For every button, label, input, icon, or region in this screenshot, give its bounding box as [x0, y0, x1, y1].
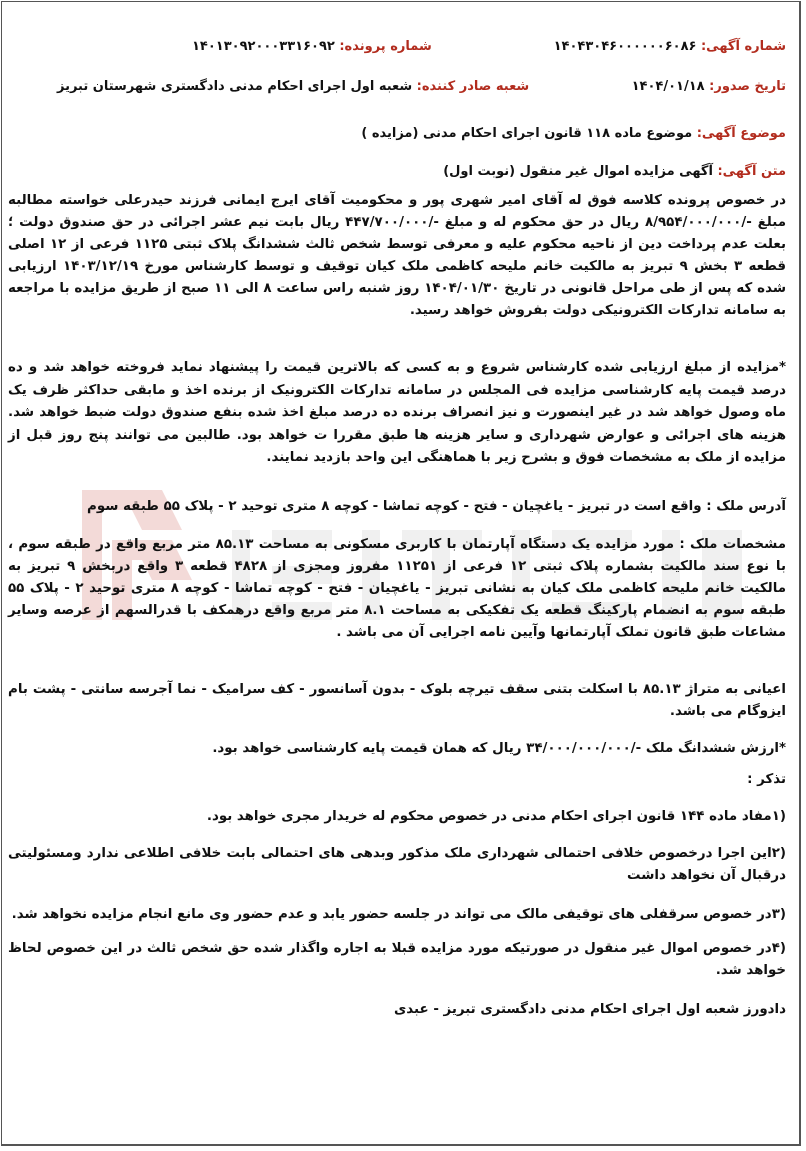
case-number: [192, 38, 432, 56]
subject-value: موضوع ماده ۱۱۸ قانون اجرای احکام مدنی (مزایده ): [361, 126, 693, 141]
issuing-branch-label: شعبه صادر کننده:: [416, 79, 530, 94]
property-specs-paragraph: مشخصات ملک : مورد مزایده یک دستگاه آپارتمان با کاربری مسکونی به مساحت ۸۵.۱۳ متر مربع واقع در طبقه سوم ، با نوع سند مالکیت بشماره پلاک ثبتی ۱۲ فرعی از ۱۱۲۵۱ مفروز ومجزی از ۴۸۲۸ قطعه ۳ واقع دربخش ۹ تبریز به مالکیت خانم ملیحه کاظمی ملک کیان به نشانی تبریز - یاغچیان - فتح - کوچه تماشا - کوچه ۸ متری توحید ۲ - پلاک ۵۵ طبقه سوم به انضمام پارکینگ قطعه یک تفکیکی به مساحت ۸.۱ متر مربع واقع درهمکف با قدرالسهم از عرصه وسایر مشاعات طبق قانون تملک آپارتمانها وآیین نامه اجرایی آن می باشد .: [8, 537, 787, 640]
case-number-value: ۱۴۰۱۳۰۹۲۰۰۰۳۳۱۶۰۹۲: [192, 39, 335, 54]
notice-subject: [361, 125, 786, 143]
notice-number: [554, 38, 786, 56]
auction-terms-paragraph: *مزایده از مبلغ ارزیابی شده کارشناس شروع و به کسی که بالاترین قیمت را پیشنهاد نماید فروخته خواهد شد و ده درصد قیمت پایه کارشناسی مزایده فی المجلس در سامانه تدارکات الکترونیک از برنده اخذ و مابقی حداکثر ظرف یک ماه وصول خواهد شد در غیر اینصورت و نیز انصراف برنده ده درصد مبلغ اخذ شده بنفع صندوق دولت ضبط خواهد شد. هزینه های اجرائی و عوارض شهرداری و سایر هزینه ها طبق مقررا ت خواهد بود. طالبین می توانند پنج روز قبل از مزایده از ملک به مشخصات فوق و بشرح زیر با هماهنگی این واحد بازدید نمایند.: [8, 360, 786, 465]
note-item: (۲این اجرا درخصوص خلافی احتمالی شهرداری ملک مذکور وبدهی های احتمالی بابت خلافی اطلاعی ندارد ومسئولیتی درقبال آن نخواهد داشت: [8, 846, 786, 883]
issue-date: [632, 78, 786, 96]
property-value: *ارزش ششدانگ ملک -/۳۴/۰۰۰/۰۰۰/۰۰۰ ریال که همان قیمت پایه کارشناسی خواهد بود.: [212, 741, 786, 756]
issuing-branch: [57, 78, 529, 96]
note-item: (۱مفاد ماده ۱۴۴ قانون اجرای احکام مدنی در خصوص محکوم له خریدار مجری خواهد بود.: [206, 809, 786, 824]
case-number-label: شماره پرونده:: [339, 39, 432, 54]
intro-paragraph: در خصوص پرونده کلاسه فوق له آقای امیر شهری پور و محکومیت آقای ایرج ایمانی فرزند حیدرعلی خواسته مطالبه مبلغ -/۸/۹۵۴/۰۰۰/۰۰۰ ریال در حق محکوم له و مبلغ -/۴۴۷/۷۰۰/۰۰۰ ریال بابت نیم عشر اجرائی در حق صندوق دولت ؛ بعلت عدم پرداخت دین از ناحیه محکوم علیه و معرفی توسط شخص ثالث ششدانگ پلاک ثبتی ۱۱۲۵ فرعی از ۱۲ اصلی قطعه ۳ بخش ۹ تبریز به مالکیت خانم ملیحه کاظمی ملک کیان توقیف و توسط کارشناس مورخ ۱۴۰۳/۱۲/۱۹ ارزیابی شده که پس از طی مراحل قانونی در تاریخ ۱۴۰۴/۰۱/۳۰ روز شنبه راس ساعت ۸ الی ۱۱ صبح از طریق مزایده با مراجعه به سامانه تدارکات الکترونیکی دولت بفروش خواهد رسید.: [8, 193, 787, 318]
property-address: آدرس ملک : واقع است در تبریز - یاغچیان - فتح - کوچه تماشا - کوچه ۸ متری توحید ۲ - پلاک ۵۵ طبقه سوم: [87, 499, 786, 514]
issuing-branch-value: شعبه اول اجرای احکام مدنی دادگستری شهرستان تبریز: [57, 79, 413, 94]
note-item: (۳در خصوص سرقفلی های توقیفی مالک می تواند در جلسه حضور یابد و عدم حضور وی مانع انجام مزایده نخواهد شد.: [11, 907, 786, 922]
signature: دادورز شعبه اول اجرای احکام مدنی دادگستری تبریز - عبدی: [394, 1002, 786, 1017]
building-details-paragraph: اعیانی به متراژ ۸۵.۱۳ با اسکلت بتنی سقف تیرچه بلوک - بدون آسانسور - کف سرامیک - نما آجرسه سانتی - پشت بام ایزوگام می باشد.: [8, 682, 787, 719]
note-item: (۴در خصوص اموال غیر منقول در صورتیکه مورد مزایده قبلا به اجاره واگذار شده حق شخص ثالث در این خصوص لحاظ خواهد شد.: [8, 941, 786, 978]
notice-number-label: شماره آگهی:: [700, 39, 786, 54]
subject-label: موضوع آگهی:: [696, 126, 786, 141]
notes-heading: تذکر :: [747, 772, 786, 787]
notice-title: آگهی مزایده اموال غیر منقول (نوبت اول): [443, 164, 713, 179]
issue-date-value: ۱۴۰۴/۰۱/۱۸: [631, 79, 705, 94]
issue-date-label: تاریخ صدور:: [709, 79, 786, 94]
notice-document: [1, 1, 801, 1146]
notice-number-value: ۱۴۰۴۳۰۴۶۰۰۰۰۰۰۶۰۸۶: [553, 39, 697, 54]
notice-text-heading: [443, 163, 786, 181]
notice-text-label: متن آگهی:: [717, 164, 786, 179]
